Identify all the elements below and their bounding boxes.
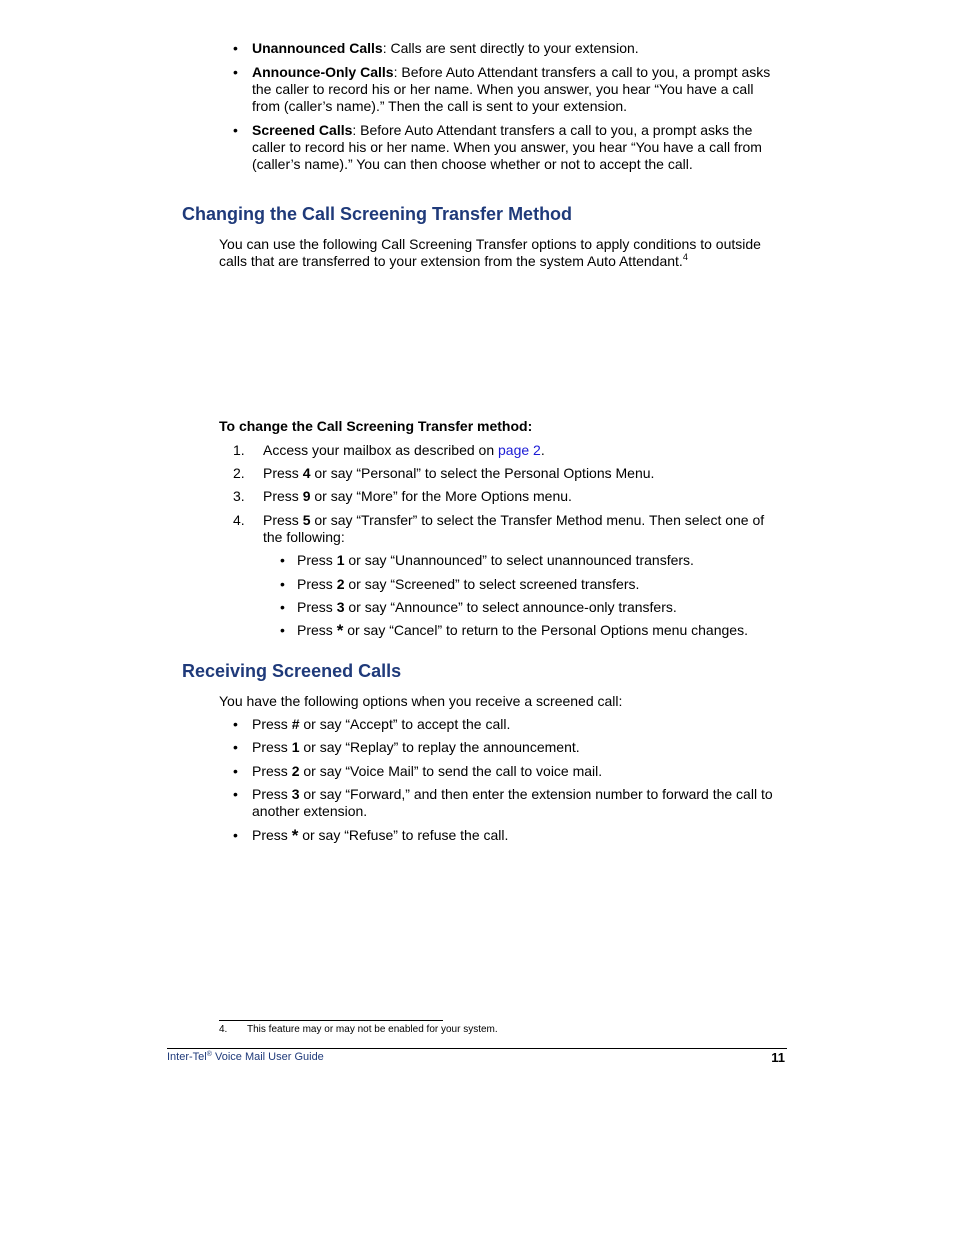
list-item: • Press # or say “Accept” to accept the call. [233, 716, 511, 732]
bullet-icon: • [233, 739, 238, 755]
page-number: 11 [771, 1050, 785, 1065]
bullet-icon: • [280, 576, 285, 592]
list-item: • Press 2 or say “Voice Mail” to send the call to voice mail. [233, 763, 603, 779]
footer-divider [167, 1048, 787, 1049]
list-item: • Press 3 or say “Forward,” and then enter the extension number to forward the call to another extension. [233, 786, 773, 819]
step-item: 4. Press 5 or say “Transfer” to select the Transfer Method menu. Then select one of the following: [233, 512, 765, 545]
procedure-title: To change the Call Screening Transfer method: [219, 418, 533, 434]
intro-text: You can use the following Call Screening Transfer options to apply conditions to outside calls that are transferred to your extension from the system Auto Attendant. [219, 236, 761, 269]
list-item: • Announce-Only Calls: Before Auto Attendant transfers a call to you, a prompt asks the caller to record his or her name. When you answer, you hear “You have a call from (caller’s name).” Then the call is sent to your extension. [233, 64, 771, 114]
footer-guide-title: Inter-Tel® Voice Mail User Guide [167, 1051, 324, 1063]
bullet-icon: • [233, 716, 238, 732]
step-item: 1. Access your mailbox as described on page 2. [233, 442, 545, 458]
list-item: • Press 2 or say “Screened” to select screened transfers. [280, 576, 640, 592]
intro-paragraph [219, 236, 779, 270]
list-item: • Press 3 or say “Announce” to select announce-only transfers. [280, 599, 677, 615]
star-key-icon: * [336, 621, 344, 640]
list-item: • Press * or say “Cancel” to return to the Personal Options menu changes. [280, 621, 748, 640]
list-item: • Screened Calls: Before Auto Attendant transfers a call to you, a prompt asks the caller to record his or her name. When you answer, you hear “You have a call from (caller’s name).” You can then choose whether or not to accept the call. [233, 122, 762, 172]
star-key-icon: * [291, 826, 299, 845]
bullet-icon: • [280, 552, 285, 568]
list-item: • Press * or say “Refuse” to refuse the call. [233, 826, 509, 845]
footnote-ref[interactable]: 4 [682, 252, 688, 262]
step-item: 3. Press 9 or say “More” for the More Options menu. [233, 488, 572, 504]
intro-paragraph: You have the following options when you receive a screened call: [219, 693, 623, 709]
list-item: • Unannounced Calls: Calls are sent directly to your extension. [233, 40, 639, 56]
bullet-icon: • [233, 122, 238, 138]
bullet-icon: • [233, 763, 238, 779]
bullet-icon: • [233, 40, 238, 56]
section-heading-call-screening: Changing the Call Screening Transfer Method [182, 204, 573, 224]
list-item: • Press 1 or say “Replay” to replay the announcement. [233, 739, 580, 755]
bullet-icon: • [233, 827, 238, 843]
bullet-icon: • [233, 64, 238, 80]
footnote: 4. This feature may or may not be enabled for your system. [219, 1024, 498, 1035]
bullet-icon: • [233, 786, 238, 802]
section-heading-receiving-screened-calls: Receiving Screened Calls [182, 661, 402, 681]
bullet-icon: • [280, 622, 285, 638]
footnote-divider [219, 1020, 443, 1021]
list-item: • Press 1 or say “Unannounced” to select unannounced transfers. [280, 552, 694, 568]
page-2-link[interactable]: page 2 [498, 442, 541, 458]
step-item: 2. Press 4 or say “Personal” to select the Personal Options Menu. [233, 465, 655, 481]
bullet-icon: • [280, 599, 285, 615]
